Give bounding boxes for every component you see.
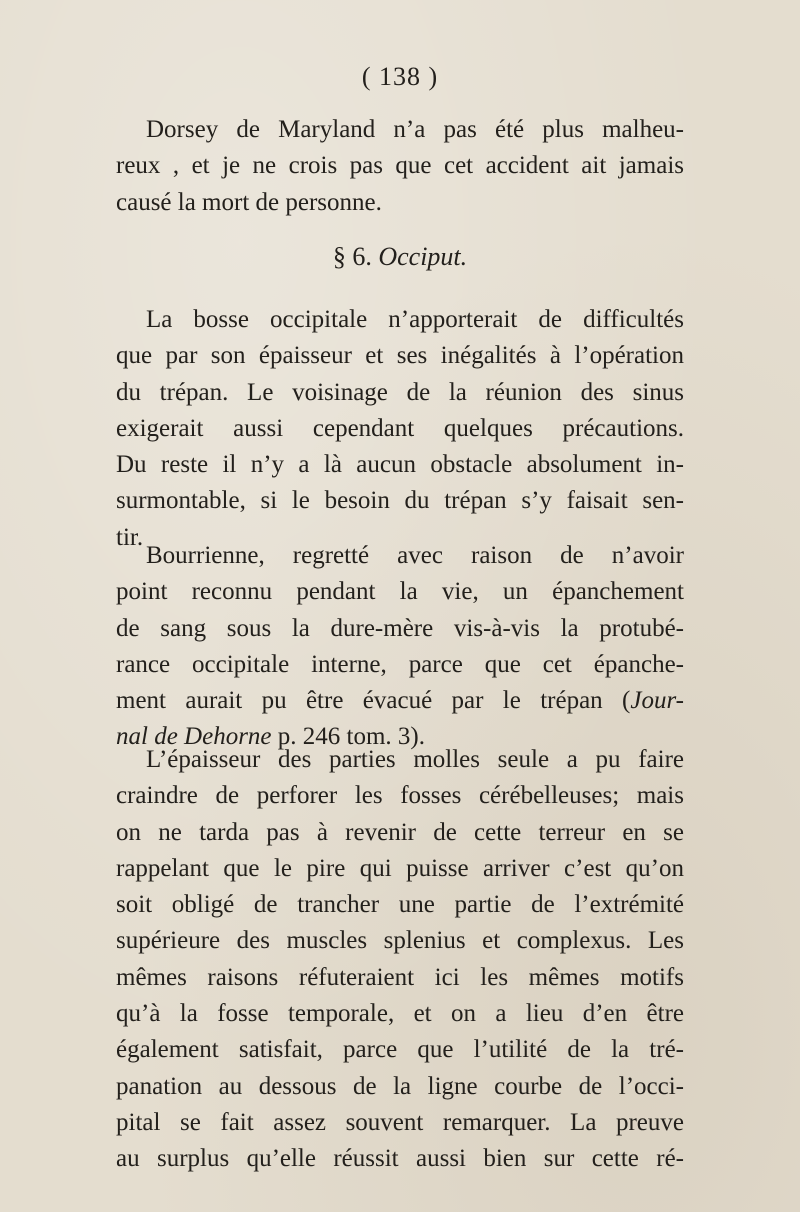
text-line: de sang sous la dure-mère vis-à-vis la protubé-: [116, 614, 684, 642]
text-line: pital se fait assez souvent remarquer. La preuve: [116, 1108, 684, 1136]
citation-italic: nal de Dehorne: [116, 723, 272, 751]
paragraph-continuation: [116, 112, 684, 221]
text-line: que par son épaisseur et ses inégalités à l’opération: [116, 342, 684, 370]
text-line: craindre de perforer les fosses cérébelleuses; mais: [116, 782, 684, 810]
text-line: on ne tarda pas à revenir de cette terreur en se: [116, 818, 684, 846]
text-line: également satisfait, parce que l’utilité de la tré-: [116, 1036, 684, 1064]
section-symbol: § 6.: [332, 242, 372, 271]
text-line: reux , et je ne crois pas que cet accident ait jamais: [116, 152, 684, 180]
text-line: soit obligé de trancher une partie de l’extrémité: [116, 891, 684, 919]
text-line: L’épaisseur des parties molles seule a pu faire: [146, 746, 684, 773]
text-line: tir.: [116, 523, 144, 551]
paragraph-parties-molles: [116, 742, 684, 1178]
text-line-with-citation: [116, 683, 684, 719]
text-fragment: ment aurait pu être évacué par le trépan (: [116, 687, 631, 715]
section-name: Occiput.: [378, 242, 468, 271]
text-line: surmontable, si le besoin du trépan s’y faisait sen-: [116, 487, 684, 515]
text-line: Du reste il n’y a là aucun obstacle absolument in-: [116, 451, 684, 479]
citation-italic: Jour-: [630, 687, 684, 715]
text-line: Bourrienne, regretté avec raison de n’avoir: [146, 542, 684, 569]
text-line: causé la mort de personne.: [116, 188, 382, 216]
page-number-header: ( 138 ): [361, 62, 439, 91]
text-line: rance occipitale interne, parce que cet épanche-: [116, 650, 684, 678]
paragraph-bosse-occipitale: [116, 302, 684, 556]
text-line: au surplus qu’elle réussit aussi bien sur cette ré-: [116, 1145, 684, 1173]
text-line: rappelant que le pire qui puisse arriver c’est qu’on: [116, 854, 684, 882]
section-heading: [0, 242, 800, 272]
text-line: du trépan. Le voisinage de la réunion des sinus: [116, 378, 684, 406]
text-line: qu’à la fosse temporale, et on a lieu d’en être: [116, 1000, 684, 1028]
text-line: Dorsey de Maryland n’a pas été plus malheu-: [146, 116, 684, 143]
text-line: exigerait aussi cependant quelques précautions.: [116, 414, 684, 442]
text-line: panation au dessous de la ligne courbe de l’occi-: [116, 1072, 684, 1100]
text-line: supérieure des muscles splenius et complexus. Les: [116, 927, 684, 955]
text-line: point reconnu pendant la vie, un épanchement: [116, 578, 684, 606]
citation-reference: p. 246 tom. 3).: [271, 723, 425, 751]
text-line: La bosse occipitale n’apporterait de difficultés: [146, 306, 684, 333]
text-line: mêmes raisons réfuteraient ici les mêmes motifs: [116, 963, 684, 991]
paragraph-bourrienne: [116, 538, 684, 756]
